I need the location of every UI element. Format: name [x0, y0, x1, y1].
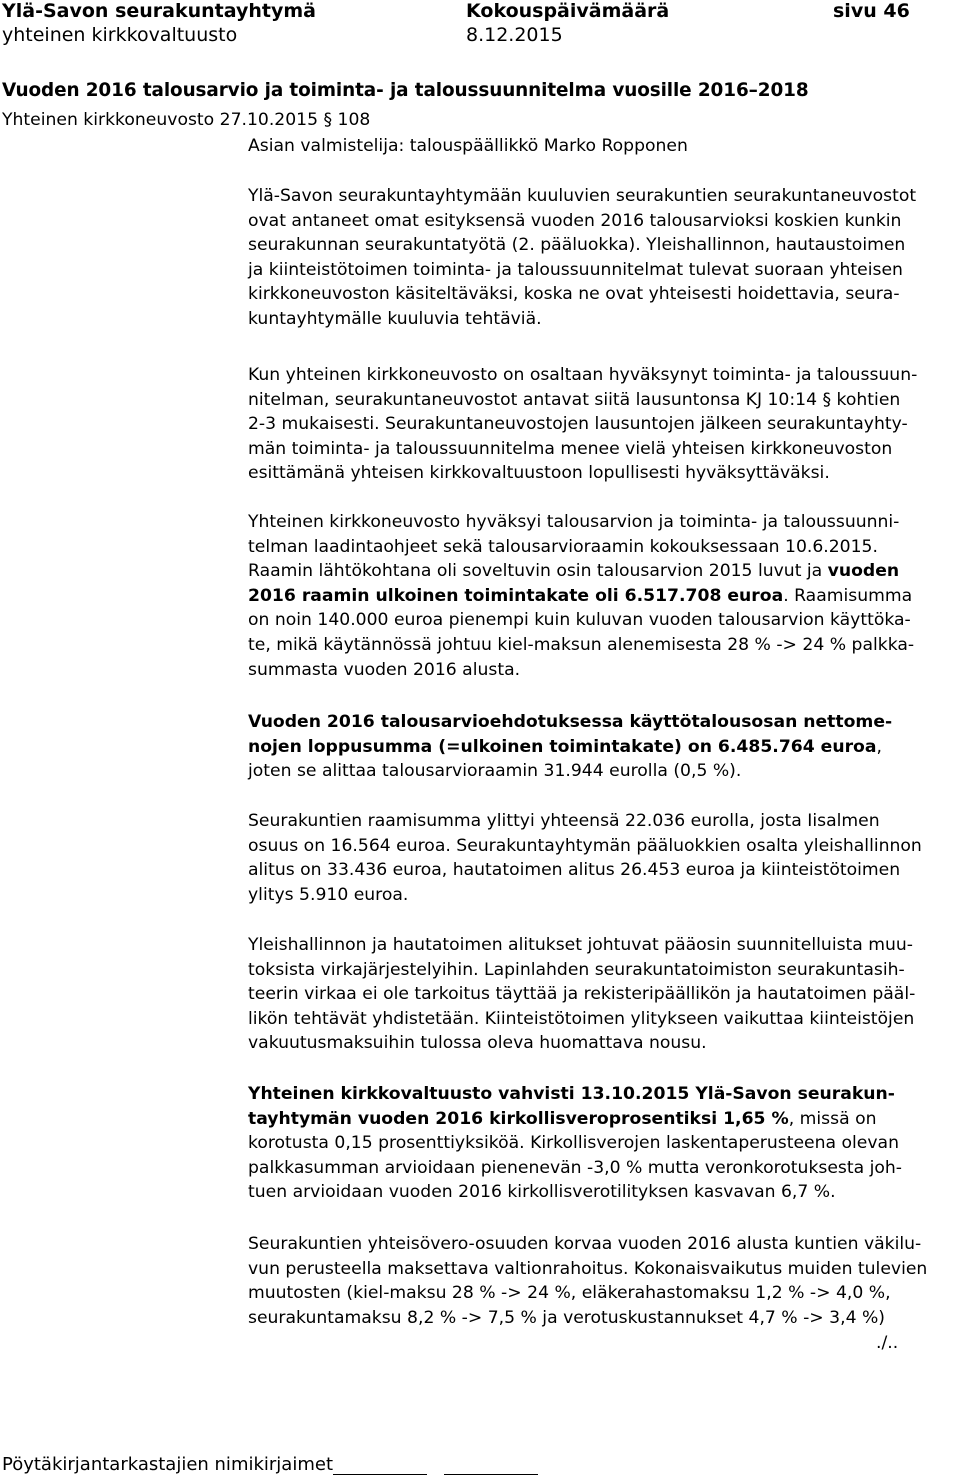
text-run: nitelman, seurakuntaneuvostot antavat siitä lausuntonsa KJ 10:14 § kohtien [248, 389, 901, 410]
text-run: Seurakuntien raamisumma ylittyi yhteensä 22.036 eurolla, josta Iisalmen [248, 811, 880, 831]
text-run: 2-3 mukaisesti. Seurakuntaneuvostojen lausuntojen jälkeen seurakuntayhty- [248, 414, 908, 435]
meeting-reference: Yhteinen kirkkoneuvosto 27.10.2015 § 108 [2, 110, 371, 130]
paragraph-line [248, 584, 912, 608]
paragraph-line [248, 1082, 895, 1106]
paragraph-line [248, 282, 900, 306]
meeting-body-name: yhteinen kirkkovaltuusto [2, 24, 238, 46]
text-run: Seurakuntien yhteisövero-osuuden korvaa vuoden 2016 alusta kuntien väkilu- [248, 1234, 922, 1254]
paragraph-line [248, 461, 830, 485]
paragraph-line [248, 307, 542, 331]
paragraph-line [248, 1232, 921, 1256]
text-run: summasta vuoden 2016 alusta. [248, 659, 521, 680]
meeting-date-label: Kokouspäivämäärä [466, 0, 670, 22]
text-run: osuus on 16.564 euroa. Seurakuntayhtymän pääluokkien osalta yleishallinnon [248, 835, 922, 856]
text-run: vakuutusmaksuihin tulossa oleva huomattava nousu. [248, 1033, 707, 1054]
text-run: likön tehtävät yhdistetään. Kiinteistötoimen ylitykseen vaikuttaa kiinteistöjen [248, 1008, 915, 1029]
text-run: Yhteinen kirkkoneuvosto hyväksyi talousarvion ja toiminta- ja taloussuunni- [248, 512, 900, 532]
paragraph-line [248, 1156, 902, 1180]
text-run: , [876, 736, 882, 757]
continuation-mark: ./.. [876, 1333, 899, 1353]
paragraph-line [248, 982, 915, 1006]
paragraph-line [248, 735, 882, 759]
bold-text: vuoden [827, 561, 900, 582]
text-run: korotusta 0,15 prosenttiyksiköä. Kirkollisverojen laskentaperusteena olevan [248, 1133, 899, 1154]
paragraph-line [248, 1007, 914, 1031]
text-run: , missä on [788, 1108, 877, 1129]
paragraph-line [248, 883, 408, 907]
page-number: sivu 46 [833, 0, 910, 22]
text-run: alitus on 33.436 euroa, hautatoimen alitus 26.453 euroa ja kiinteistötoimen [248, 860, 901, 881]
text-run: te, mikä käytännössä johtuu kiel-maksun alenemisesta 28 % -> 24 % palkka- [248, 635, 915, 655]
paragraph-line [248, 258, 903, 282]
document-title: Vuoden 2016 talousarvio ja toiminta- ja taloussuunnitelma vuosille 2016–2018 [2, 80, 809, 101]
bold-text: Vuoden 2016 talousarvioehdotuksessa käyttötalousosan nettome- [248, 712, 893, 732]
paragraph-line [248, 363, 917, 387]
text-run: seurakunnan seurakuntatyötä (2. pääluokka). Yleishallinnon, hautaustoimen [248, 235, 906, 256]
paragraph-line [248, 437, 892, 461]
text-run: Ylä-Savon seurakuntayhtymään kuuluvien seurakuntien seurakuntaneuvostot [248, 186, 917, 206]
text-run: teerin virkaa ei ole tarkoitus täyttää ja rekisteripäällikön ja hautatoimen pääl- [248, 984, 916, 1005]
bold-text: 2016 raamin ulkoinen toimintakate oli 6.517.708 euroa [248, 585, 784, 606]
paragraph-line [248, 209, 901, 233]
paragraph-line [248, 710, 892, 734]
text-run: muutosten (kiel-maksu 28 % -> 24 %, eläkerahastomaksu 1,2 % -> 4,0 %, [248, 1283, 891, 1304]
paragraph-line [248, 1257, 927, 1281]
text-run: seurakuntamaksu 8,2 % -> 7,5 % ja verotuskustannukset 4,7 % -> 3,4 %) [248, 1307, 886, 1328]
paragraph-line [248, 1281, 891, 1305]
text-run: on noin 140.000 euroa pienempi kuin kuluvan vuoden talousarvion käyttöka- [248, 610, 911, 631]
bold-text: nojen loppusumma (=ulkoinen toimintakate) on 6.485.764 euroa [248, 736, 877, 757]
paragraph-line [248, 388, 900, 412]
paragraph-line [248, 1131, 899, 1155]
paragraph-line [248, 1306, 885, 1330]
paragraph-line [248, 858, 900, 882]
text-run: ja kiinteistötoimen toiminta- ja taloussuunnitelmat tulevat suoraan yhteisen [248, 259, 903, 280]
text-run: ylitys 5.910 euroa. [248, 884, 409, 905]
text-run: tuen arvioidaan vuoden 2016 kirkollisverotilityksen kasvavan 6,7 %. [248, 1182, 836, 1203]
text-run: Raamin lähtökohtana oli soveltuvin osin talousarvion 2015 luvut ja [248, 561, 828, 582]
paragraph-line [248, 834, 922, 858]
paragraph-line [248, 1180, 836, 1204]
paragraph-line [248, 1107, 876, 1131]
paragraph-line [248, 535, 878, 559]
meeting-date: 8.12.2015 [466, 24, 563, 46]
organization-name: Ylä-Savon seurakuntayhtymä [2, 0, 316, 22]
text-run: telman laadintaohjeet sekä talousarvioraamin kokouksessaan 10.6.2015. [248, 536, 878, 557]
text-run: ovat antaneet omat esityksensä vuoden 2016 talousarvioksi koskien kunkin [248, 210, 902, 231]
bold-text: tayhtymän vuoden 2016 kirkollisveroprosentiksi 1,65 % [248, 1108, 789, 1129]
text-run: . Raamisumma [783, 585, 913, 606]
text-run: joten se alittaa talousarvioraamin 31.944 eurolla (0,5 %). [248, 761, 742, 782]
paragraph-line [248, 958, 905, 982]
signature-label: Pöytäkirjantarkastajien nimikirjaimet [2, 1454, 333, 1475]
paragraph-line [248, 608, 911, 632]
paragraph-line [248, 412, 908, 436]
paragraph-line [248, 658, 520, 682]
paragraph-line [248, 633, 914, 657]
text-run: vun perusteella maksettava valtionrahoitus. Kokonaisvaikutus muiden tulevien [248, 1258, 928, 1279]
text-run: Kun yhteinen kirkkoneuvosto on osaltaan hyväksynyt toiminta- ja taloussuun- [248, 365, 918, 385]
text-run: män toiminta- ja taloussuunnitelma menee vielä yhteisen kirkkoneuvoston [248, 438, 893, 459]
paragraph-line [248, 809, 880, 833]
paragraph-line [248, 559, 899, 583]
text-run: esittämänä yhteisen kirkkovaltuustoon lopullisesti hyväksyttäväksi. [248, 463, 830, 484]
text-run: kuntayhtymälle kuuluvia tehtäviä. [248, 309, 542, 329]
paragraph-line [248, 759, 741, 783]
signature-line-1[interactable] [333, 1474, 427, 1475]
bold-text: Yhteinen kirkkovaltuusto vahvisti 13.10.2015 Ylä-Savon seurakun- [248, 1084, 895, 1104]
text-run: Yleishallinnon ja hautatoimen alitukset johtuvat pääosin suunnitelluista muu- [248, 935, 914, 955]
text-run: palkkasumman arvioidaan pienenevän -3,0 % mutta veronkorotuksesta joh- [248, 1157, 902, 1178]
paragraph-line [248, 510, 899, 534]
paragraph-line [248, 233, 905, 257]
paragraph-line [248, 933, 913, 957]
paragraph-line [248, 1031, 707, 1055]
text-run: kirkkoneuvoston käsiteltäväksi, koska ne ovat yhteisesti hoidettavia, seura- [248, 284, 900, 305]
paragraph-line [248, 184, 916, 208]
text-run: toksista virkajärjestelyihin. Lapinlahden seurakuntatoimiston seurakuntasih- [248, 959, 905, 980]
preparer-line: Asian valmistelija: talouspäällikkö Marko Ropponen [248, 136, 688, 156]
signature-line-2[interactable] [444, 1474, 538, 1475]
